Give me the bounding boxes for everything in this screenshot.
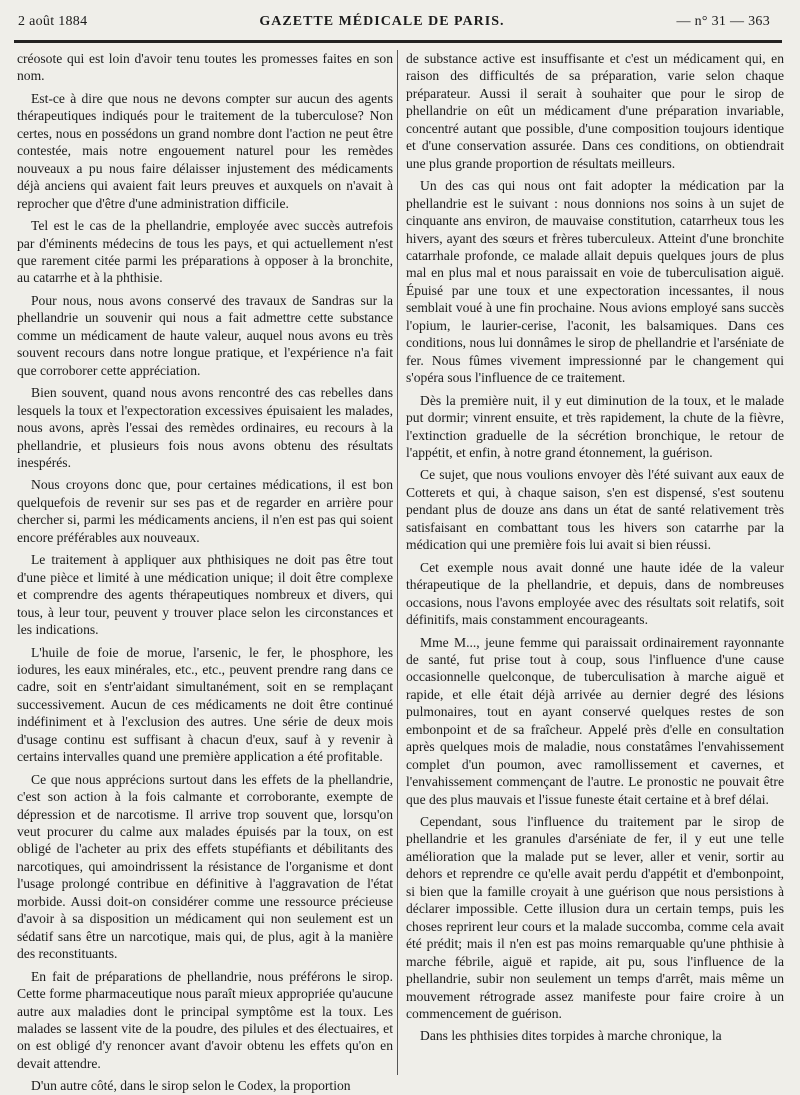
- paragraph: Dès la première nuit, il y eut diminution de la toux, et le malade put dormir; vinrent ensuite, et très rapidement, la chute de la fièvre, l'extinction graduelle de la sécrétion bronchique, le retour de l'appétit, et enfin, à notre grand étonnement, la guérison.: [406, 392, 784, 460]
- issue-date: 2 août 1884: [18, 14, 88, 29]
- paragraph: Mme M..., jeune femme qui paraissait ordinairement rayonnante de santé, fut prise tout à coup, sous l'influence d'une cause occasionnelle quelconque, de tuberculisation à marche aiguë et rapide, et elle était déjà arrivée au dernier degré des lésions pulmonaires, tout en ayant conservé quelques restes de son embonpoint et de sa fraîcheur. Appelé près d'elle en consultation après quelques mois de maladie, nous constatâmes l'envahissement complet d'un poumon, avec ramollissement et cavernes, et l'envahissement commençant de l'autre. Le pronostic ne pouvait être que des plus mauvais et l'issue funeste était certaine et à bref délai.: [406, 634, 784, 807]
- left-column: [17, 50, 393, 1094]
- issue-page-number: — n° 31 — 363: [676, 14, 770, 29]
- paragraph: En fait de préparations de phellandrie, nous préférons le sirop. Cette forme pharmaceutique nous paraît mieux appropriée qu'aucune autre aux maladies dont le principal symptôme est la toux. Les malades se lassent vite de la poudre, des pilules et des électuaires, et on est obligé d'y renoncer avant d'avoir obtenu les effets qu'on en devait attendre.: [17, 968, 393, 1071]
- paragraph: Le traitement à appliquer aux phthisiques ne doit pas être tout d'une pièce et limité à une médication unique; il doit être complexe et comprendre des agents thérapeutiques nombreux et divers, qui tous, à leur tour, peuvent y trouver place selon les circonstances et les indications.: [17, 552, 393, 638]
- paragraph: Pour nous, nous avons conservé des travaux de Sandras sur la phellandrie un souvenir qui nous a fait admettre cette substance comme un médicament de haute valeur, auquel nous avons eu très souvent recours dans notre longue pratique, et l'expérience n'a fait que corroborer cette appréciation.: [17, 292, 393, 378]
- right-column: [406, 50, 784, 1075]
- paragraph: D'un autre côté, dans le sirop selon le Codex, la proportion: [31, 1078, 351, 1094]
- paragraph: Tel est le cas de la phellandrie, employée avec succès autrefois par d'éminents médecins de tous les pays, et qui actuellement n'est que rarement citée parmi les préparations à opposer à la bronchite, au catarrhe et à la phthisie.: [17, 218, 393, 286]
- paragraph: L'huile de foie de morue, l'arsenic, le fer, le phosphore, les iodures, les eaux minérales, etc., etc., peuvent prendre rang dans ce cadre, soit en s'entr'aidant simultanément, soit en se remplaçant successivement. Aucun de ces médicaments ne doit être continué indéfiniment et à l'exclusion des autres. Une série de deux mois d'usage continu est suffisant à chacun d'eux, sauf à y revenir à certains intervalles quand une première application a été profitable.: [17, 644, 393, 765]
- paragraph: de substance active est insuffisante et c'est un médicament qui, en raison des difficultés de sa préparation, varie selon chaque préparateur. Aussi il serait à souhaiter que pour le sirop de phellandrie on eût un médicament d'une préparation invariable, concentré autant que possible, d'une composition toujours identique et d'une conservation assurée. Dans ces conditions, on obtiendrait une plus grande proportion de résultats meilleurs.: [406, 51, 784, 171]
- paragraph: Nous croyons donc que, pour certaines médications, il est bon quelquefois de revenir sur ses pas et de regarder en arrière pour chercher si, parmi les médicaments anciens, il n'en est pas qui soient encore préférables aux nouveaux.: [17, 477, 393, 545]
- paragraph: Cet exemple nous avait donné une haute idée de la valeur thérapeutique de la phellandrie, et depuis, dans de nombreuses occasions, nous l'avons employée avec des résultats soit relatifs, soit définitifs, mais constamment encourageants.: [406, 559, 784, 628]
- page-header: [18, 14, 770, 36]
- paragraph: Cependant, sous l'influence du traitement par le sirop de phellandrie et les granules d'arséniate de fer, il y eut une telle amélioration que la malade put se lever, aller et venir, sortir au dehors et reprendre ce qu'elle avait perdu d'appétit et d'embonpoint, si bien que la famille croyait à une guérison que nous persistions à déclarer impossible. Cette illusion dura un certain temps, puis les choses reprirent leur cours et la malade succomba, comme cela avait été prédit; mais il n'en est pas moins remarquable qu'une phthisie à marche fébrile, aiguë et rapide, ait pu, sous l'influence de la phellandrie, subir non seulement un temps d'arrêt, mais même un mouvement rétrograde assez manifeste pour faire croire à un commencement de guérison.: [406, 814, 784, 1022]
- paragraph: créosote qui est loin d'avoir tenu toutes les promesses faites en son nom.: [17, 51, 393, 84]
- paragraph: Dans les phthisies dites torpides à marche chronique, la: [420, 1028, 722, 1044]
- column-divider: [397, 50, 398, 1075]
- header-rule: [14, 40, 782, 43]
- paragraph: Ce que nous apprécions surtout dans les effets de la phellandrie, c'est son action à la fois calmante et corroborante, exempte de dépression et de narcotisme. Il arrive trop souvent que, lorsqu'on veut procurer du calme aux malades épuisés par la toux, on est obligé de l'acheter au prix des effets stupéfiants et débilitants des narcotiques, qui amoindrissent la résistance de l'organisme et dont l'usage prolongé contribue en définitive à l'aggravation de l'état morbide. Aussi doit-on considérer comme une ressource précieuse d'avoir à sa disposition un médicament qui non seulement est un sédatif sans être un narcotique, mais qui, de plus, agit à la manière des reconstituants.: [17, 771, 393, 962]
- paragraph: Est-ce à dire que nous ne devons compter sur aucun des agents thérapeutiques indiqués pour le traitement de la tuberculose? Non certes, nous en possédons un grand nombre dont l'action ne peut être contestée, mais notre engouement naturel pour les remèdes nouveaux a pu nous faire délaisser injustement des médicaments déjà anciens qui avaient fait leurs preuves et auxquels on n'avait à reprocher que d'être d'une administration difficile.: [17, 90, 393, 211]
- paragraph: Bien souvent, quand nous avons rencontré des cas rebelles dans lesquels la toux et l'expectoration excessives épuisaient les malades, nous avons, après l'essai des remèdes ordinaires, eu recours à la phellandrie, et plusieurs fois nous avons obtenu des résultats inespérés.: [17, 385, 393, 470]
- paragraph: Un des cas qui nous ont fait adopter la médication par la phellandrie est le suivant : nous donnions nos soins à un sujet de cinquante ans environ, de mauvaise constitution, catarrheux tous les hivers, ayant des sœurs et frères tuberculeux. Atteint d'une bronchite catarrhale profonde, ce malade allait depuis quelques jours de plus mal en plus mal et nous paraissait en voie de tuberculisation aiguë. Épuisé par une toux et une expectoration incessantes, il nous semblait voué à une fin prochaine. Nous avions employé sans succès l'opium, le laurier-cerise, l'aconit, les balsamiques. Dans ces conditions, nous lui donnâmes le sirop de phellandrie et l'arséniate de fer. Nous fûmes vivement impressionné par le changement qui s'opéra sous l'influence de ce traitement.: [406, 178, 784, 386]
- paragraph: Ce sujet, que nous voulions envoyer dès l'été suivant aux eaux de Cotterets et qui, à chaque saison, s'en est dispensé, s'est soutenu pendant plus de douze ans dans un état de santé relativement très satisfaisant en combattant tous les hivers son catarrhe par la médication qui une première fois lui avait si bien réussi.: [406, 467, 784, 553]
- journal-title: GAZETTE MÉDICALE DE PARIS.: [259, 14, 505, 29]
